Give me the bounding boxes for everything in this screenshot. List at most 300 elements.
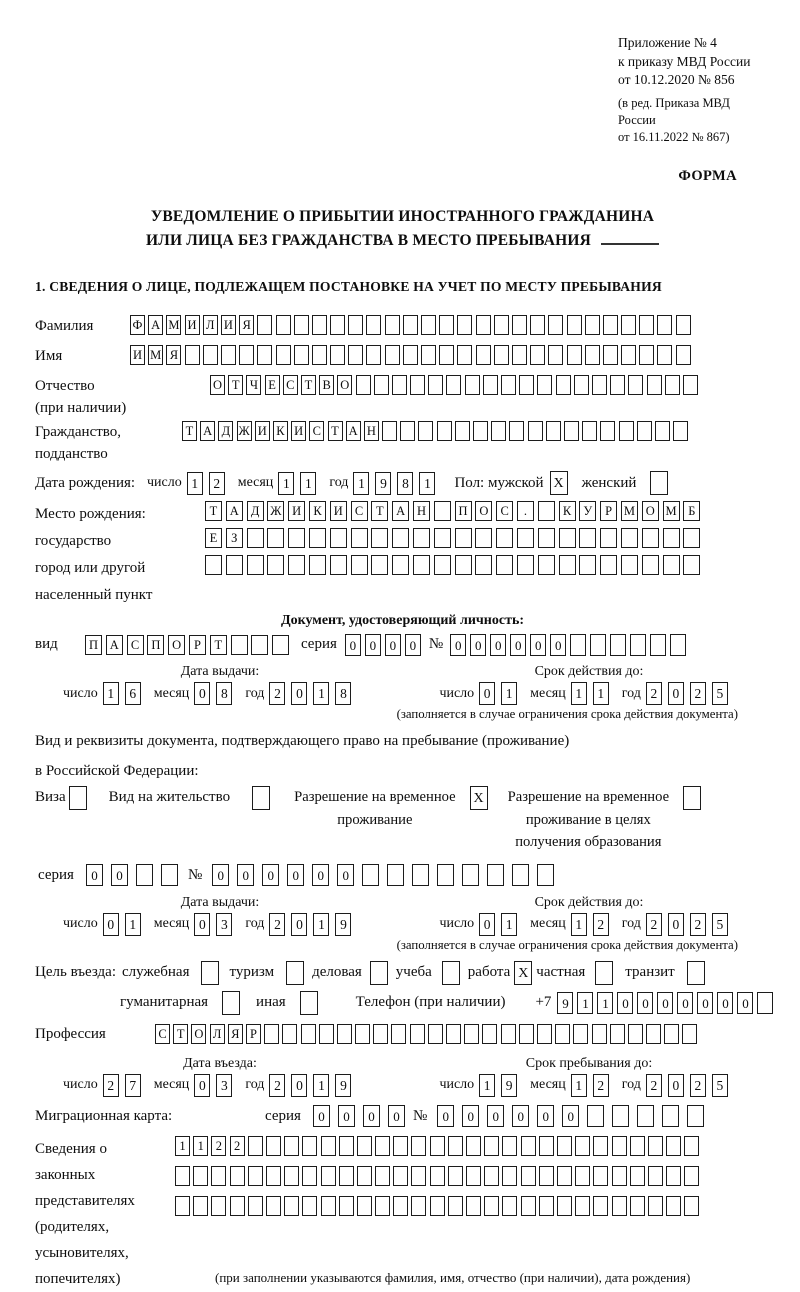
temp-residence-edu-option bbox=[508, 786, 701, 854]
temp-residence-edu-checkbox bbox=[683, 786, 701, 810]
char-cell: 1 bbox=[125, 913, 141, 936]
char-cell bbox=[600, 421, 615, 441]
char-cell: 1 bbox=[313, 682, 329, 705]
char-cell bbox=[603, 345, 618, 365]
char-cell bbox=[484, 1166, 499, 1186]
char-cell bbox=[371, 555, 388, 575]
visa-checkbox-grid bbox=[69, 786, 87, 810]
char-cell: 0 bbox=[345, 634, 361, 656]
char-cell: Ж bbox=[237, 421, 252, 441]
char-cell bbox=[619, 421, 634, 441]
purpose-checkbox-grid bbox=[300, 991, 318, 1015]
char-cell bbox=[521, 1166, 536, 1186]
char-cell bbox=[630, 1196, 645, 1216]
month-label: месяц bbox=[530, 916, 566, 932]
valid-until-header: Срок действия до: bbox=[534, 664, 644, 680]
char-cell: 0 bbox=[237, 864, 254, 886]
month-label: месяц bbox=[153, 685, 190, 701]
char-cell bbox=[385, 315, 400, 335]
char-cell bbox=[484, 1196, 499, 1216]
residence-permit-checkbox bbox=[252, 786, 270, 810]
char-cell bbox=[519, 375, 534, 395]
char-cell bbox=[251, 635, 268, 655]
char-cell bbox=[512, 864, 529, 886]
char-cell: 2 bbox=[690, 682, 706, 705]
char-cell bbox=[465, 375, 480, 395]
char-cell bbox=[434, 501, 451, 521]
year-label: год bbox=[245, 685, 265, 701]
char-cell bbox=[410, 1024, 425, 1044]
char-cell: Л bbox=[203, 315, 218, 335]
char-cell bbox=[288, 555, 305, 575]
char-cell bbox=[356, 375, 371, 395]
char-cell bbox=[521, 1136, 536, 1156]
char-cell: 8 bbox=[216, 682, 232, 705]
char-cell: А bbox=[392, 501, 409, 521]
char-cell bbox=[284, 1166, 299, 1186]
char-cell: 1 bbox=[187, 472, 203, 495]
char-cell: И bbox=[291, 421, 306, 441]
citizenship-sublabel: подданство bbox=[35, 446, 108, 463]
identity-issued-day bbox=[103, 682, 147, 705]
char-cell bbox=[494, 345, 509, 365]
char-cell bbox=[557, 1196, 572, 1216]
char-cell: 1 bbox=[501, 913, 517, 936]
char-cell bbox=[496, 555, 513, 575]
char-cell bbox=[682, 1024, 697, 1044]
char-cell: Я bbox=[239, 315, 254, 335]
representatives-cells-row1 bbox=[175, 1136, 702, 1156]
residence-doc-line2: в Российской Федерации: bbox=[35, 763, 199, 780]
char-cell bbox=[362, 864, 379, 886]
char-cell bbox=[684, 1136, 699, 1156]
char-cell: 0 bbox=[677, 992, 693, 1014]
day-label: число bbox=[147, 475, 182, 491]
char-cell: 2 bbox=[211, 1136, 226, 1156]
char-cell bbox=[487, 864, 504, 886]
female-checkbox bbox=[650, 471, 668, 495]
annex-line: от 16.11.2022 № 867) bbox=[618, 129, 730, 144]
char-cell bbox=[321, 1166, 336, 1186]
char-cell bbox=[538, 528, 555, 548]
char-cell bbox=[294, 315, 309, 335]
char-cell bbox=[530, 345, 545, 365]
char-cell bbox=[319, 1024, 334, 1044]
char-cell bbox=[642, 555, 659, 575]
char-cell bbox=[448, 1136, 463, 1156]
valid-until-header: Срок действия до: bbox=[534, 894, 644, 910]
purpose-opt-label: учеба bbox=[395, 964, 432, 981]
char-cell: 1 bbox=[571, 913, 587, 936]
char-cell bbox=[387, 864, 404, 886]
day-label: число bbox=[439, 916, 475, 932]
char-cell bbox=[309, 555, 326, 575]
char-cell bbox=[628, 375, 643, 395]
char-cell: 0 bbox=[562, 1105, 579, 1127]
char-cell: 2 bbox=[646, 682, 662, 705]
stay-until-header: Срок пребывания до: bbox=[525, 1055, 653, 1071]
annex-line: к приказу МВД России bbox=[618, 53, 751, 69]
char-cell: 0 bbox=[530, 634, 546, 656]
patronymic-label-block bbox=[35, 375, 210, 419]
char-cell bbox=[302, 1166, 317, 1186]
char-cell: П bbox=[147, 635, 164, 655]
char-cell bbox=[231, 635, 248, 655]
char-cell bbox=[496, 528, 513, 548]
char-cell bbox=[373, 1024, 388, 1044]
char-cell: Н bbox=[413, 501, 430, 521]
stay-month bbox=[571, 1074, 615, 1097]
char-cell: 0 bbox=[668, 913, 684, 936]
char-cell: 9 bbox=[335, 1074, 351, 1097]
char-cell bbox=[528, 421, 543, 441]
char-cell bbox=[455, 421, 470, 441]
char-cell: 0 bbox=[479, 913, 495, 936]
char-cell: К bbox=[309, 501, 326, 521]
char-cell bbox=[357, 1136, 372, 1156]
char-cell bbox=[683, 528, 700, 548]
char-cell: 2 bbox=[690, 913, 706, 936]
representatives-row bbox=[35, 1136, 770, 1292]
phone-prefix: +7 bbox=[535, 994, 552, 1011]
char-cell bbox=[483, 375, 498, 395]
day-label: число bbox=[63, 916, 98, 932]
char-cell bbox=[339, 1196, 354, 1216]
permit-dates-headers bbox=[35, 893, 770, 911]
visa-label: Виза bbox=[35, 789, 66, 806]
purpose-label: Цель въезда: bbox=[35, 964, 116, 981]
month-label: месяц bbox=[237, 475, 274, 491]
purpose-checkbox bbox=[286, 961, 304, 985]
day-label: число bbox=[63, 1077, 98, 1093]
char-cell bbox=[630, 1166, 645, 1186]
char-cell: 0 bbox=[510, 634, 526, 656]
profession-cells bbox=[155, 1024, 701, 1044]
visa-option bbox=[35, 786, 87, 810]
char-cell: 2 bbox=[269, 682, 285, 705]
identity-dates-row bbox=[35, 682, 770, 705]
char-cell: 9 bbox=[501, 1074, 517, 1097]
char-cell bbox=[248, 1136, 263, 1156]
identity-doc-row bbox=[35, 633, 770, 656]
char-cell bbox=[630, 634, 646, 656]
char-cell bbox=[610, 1024, 625, 1044]
char-cell bbox=[382, 421, 397, 441]
char-cell bbox=[205, 555, 222, 575]
char-cell bbox=[413, 555, 430, 575]
identity-issued-year bbox=[269, 682, 357, 705]
char-cell bbox=[284, 1196, 299, 1216]
char-cell: 1 bbox=[577, 992, 593, 1014]
temp-residence-checkbox-grid bbox=[470, 786, 488, 810]
char-cell bbox=[555, 1024, 570, 1044]
char-cell bbox=[428, 375, 443, 395]
migration-card-row bbox=[35, 1105, 770, 1128]
char-cell: М bbox=[148, 345, 163, 365]
char-cell bbox=[491, 421, 506, 441]
char-cell bbox=[621, 555, 638, 575]
char-cell bbox=[418, 421, 433, 441]
purpose-checkbox-grid bbox=[222, 991, 240, 1015]
char-cell bbox=[539, 1136, 554, 1156]
migration-num-label: № bbox=[412, 1107, 428, 1124]
char-cell bbox=[663, 555, 680, 575]
char-cell bbox=[587, 1105, 604, 1127]
char-cell: Д bbox=[218, 421, 233, 441]
char-cell: 1 bbox=[103, 682, 119, 705]
char-cell bbox=[430, 1196, 445, 1216]
char-cell bbox=[375, 1136, 390, 1156]
char-cell bbox=[665, 375, 680, 395]
sex-female-label: женский bbox=[581, 474, 637, 491]
char-cell: И bbox=[255, 421, 270, 441]
char-cell bbox=[592, 375, 607, 395]
char-cell bbox=[557, 1166, 572, 1186]
char-cell: О bbox=[642, 501, 659, 521]
char-cell bbox=[257, 315, 272, 335]
year-label: год bbox=[245, 1077, 265, 1093]
purpose-opt-label: служебная bbox=[121, 964, 190, 981]
char-cell bbox=[226, 555, 243, 575]
char-cell: А bbox=[106, 635, 123, 655]
char-cell bbox=[264, 1024, 279, 1044]
char-cell bbox=[330, 555, 347, 575]
char-cell bbox=[567, 315, 582, 335]
char-cell: 0 bbox=[291, 1074, 307, 1097]
char-cell bbox=[570, 634, 586, 656]
purpose-opt-label: частная bbox=[536, 964, 586, 981]
char-cell bbox=[574, 375, 589, 395]
char-cell bbox=[593, 1136, 608, 1156]
char-cell bbox=[403, 315, 418, 335]
day-label: число bbox=[439, 1077, 475, 1093]
year-label: год bbox=[245, 916, 265, 932]
residence-permit-label: Вид на жительство bbox=[108, 789, 231, 806]
purpose-checkbox bbox=[370, 961, 388, 985]
char-cell bbox=[161, 864, 178, 886]
birth-place-grids bbox=[205, 501, 704, 575]
temp-residence-label: Разрешение на временное проживание bbox=[294, 789, 456, 828]
char-cell bbox=[666, 1136, 681, 1156]
char-cell bbox=[603, 315, 618, 335]
temp-residence-edu-checkbox-grid bbox=[683, 786, 701, 810]
permit-valid-group bbox=[439, 913, 740, 936]
day-label: число bbox=[439, 685, 475, 701]
char-cell bbox=[585, 345, 600, 365]
char-cell: 0 bbox=[637, 992, 653, 1014]
char-cell: 0 bbox=[490, 634, 506, 656]
identity-valid-year bbox=[646, 682, 734, 705]
char-cell: Р bbox=[189, 635, 206, 655]
char-cell bbox=[567, 345, 582, 365]
char-cell: 2 bbox=[209, 472, 225, 495]
birth-place-cells-row1 bbox=[205, 501, 704, 521]
citizenship-label: Гражданство, bbox=[35, 424, 122, 441]
char-cell bbox=[639, 315, 654, 335]
purpose-checkbox bbox=[687, 961, 705, 985]
char-cell bbox=[393, 1136, 408, 1156]
char-cell bbox=[267, 555, 284, 575]
entry-date-header: Дата въезда: bbox=[183, 1055, 257, 1071]
char-cell bbox=[455, 555, 472, 575]
residence-permit-option bbox=[109, 786, 270, 810]
char-cell: 0 bbox=[291, 913, 307, 936]
char-cell: 2 bbox=[593, 913, 609, 936]
restriction-note: (заполняется в случае ограничения срока действия документа) bbox=[396, 707, 738, 722]
day-label: число bbox=[63, 685, 98, 701]
identity-valid-group bbox=[439, 682, 740, 705]
char-cell: Б bbox=[683, 501, 700, 521]
char-cell bbox=[683, 555, 700, 575]
char-cell bbox=[639, 345, 654, 365]
char-cell bbox=[392, 555, 409, 575]
surname-label: Фамилия bbox=[35, 318, 94, 335]
char-cell: 0 bbox=[212, 864, 229, 886]
entry-dates-row bbox=[35, 1074, 770, 1097]
char-cell: М bbox=[663, 501, 680, 521]
char-cell bbox=[266, 1196, 281, 1216]
permit-valid-year bbox=[646, 913, 734, 936]
purpose-opt-label: гуманитарная bbox=[120, 994, 209, 1011]
char-cell: Т bbox=[205, 501, 222, 521]
char-cell bbox=[650, 634, 666, 656]
purpose-checkbox-grid bbox=[201, 961, 219, 985]
char-cell: 2 bbox=[646, 1074, 662, 1097]
purpose-opt-label: транзит bbox=[625, 964, 675, 981]
restriction-note: (заполняется в случае ограничения срока действия документа) bbox=[396, 937, 738, 952]
char-cell: 0 bbox=[194, 913, 210, 936]
char-cell bbox=[430, 1166, 445, 1186]
char-cell bbox=[193, 1196, 208, 1216]
char-cell bbox=[612, 1105, 629, 1127]
temp-residence-option bbox=[294, 786, 487, 831]
char-cell bbox=[321, 1196, 336, 1216]
patronymic-sublabel: (при наличии) bbox=[35, 400, 127, 417]
char-cell: 2 bbox=[646, 913, 662, 936]
char-cell bbox=[593, 1166, 608, 1186]
char-cell bbox=[592, 1024, 607, 1044]
char-cell bbox=[366, 345, 381, 365]
char-cell bbox=[276, 345, 291, 365]
char-cell bbox=[548, 315, 563, 335]
char-cell bbox=[512, 345, 527, 365]
char-cell bbox=[664, 1024, 679, 1044]
temp-residence-checkbox: X bbox=[470, 786, 488, 810]
char-cell bbox=[393, 1166, 408, 1186]
char-cell: 0 bbox=[437, 1105, 454, 1127]
char-cell bbox=[556, 375, 571, 395]
permit-issued-day bbox=[103, 913, 147, 936]
year-label: год bbox=[621, 685, 641, 701]
char-cell bbox=[600, 528, 617, 548]
char-cell bbox=[266, 1166, 281, 1186]
char-cell bbox=[538, 501, 555, 521]
char-cell bbox=[330, 315, 345, 335]
char-cell bbox=[276, 315, 291, 335]
char-cell bbox=[512, 315, 527, 335]
citizenship-label-block bbox=[35, 421, 182, 465]
char-cell bbox=[621, 528, 638, 548]
char-cell bbox=[501, 1024, 516, 1044]
char-cell: 7 bbox=[125, 1074, 141, 1097]
annex-line: от 10.12.2020 № 856 bbox=[618, 72, 735, 88]
entry-day bbox=[103, 1074, 147, 1097]
char-cell bbox=[330, 528, 347, 548]
char-cell bbox=[351, 555, 368, 575]
char-cell bbox=[375, 1166, 390, 1186]
char-cell bbox=[428, 1024, 443, 1044]
char-cell bbox=[637, 1105, 654, 1127]
char-cell bbox=[657, 315, 672, 335]
char-cell bbox=[519, 1024, 534, 1044]
char-cell bbox=[600, 555, 617, 575]
char-cell bbox=[655, 421, 670, 441]
char-cell bbox=[312, 315, 327, 335]
char-cell bbox=[357, 1196, 372, 1216]
birth-date-group bbox=[147, 472, 448, 495]
char-cell bbox=[462, 864, 479, 886]
char-cell bbox=[494, 315, 509, 335]
char-cell: Т bbox=[210, 635, 227, 655]
char-cell bbox=[437, 421, 452, 441]
char-cell: 1 bbox=[593, 682, 609, 705]
purpose-checkbox-grid bbox=[514, 961, 532, 985]
char-cell: И bbox=[221, 315, 236, 335]
char-cell bbox=[247, 555, 264, 575]
residence-options-row bbox=[35, 786, 770, 854]
char-cell bbox=[612, 1136, 627, 1156]
char-cell bbox=[421, 315, 436, 335]
char-cell bbox=[546, 421, 561, 441]
char-cell: 0 bbox=[86, 864, 103, 886]
char-cell bbox=[266, 1136, 281, 1156]
char-cell bbox=[211, 1166, 226, 1186]
migration-card-label: Миграционная карта: bbox=[35, 1107, 173, 1124]
birth-place-city-label1: город или другой bbox=[35, 560, 146, 577]
birth-place-cells-row2 bbox=[205, 528, 704, 548]
char-cell: К bbox=[273, 421, 288, 441]
char-cell bbox=[612, 1196, 627, 1216]
char-cell: В bbox=[319, 375, 334, 395]
char-cell bbox=[473, 421, 488, 441]
char-cell bbox=[288, 528, 305, 548]
char-cell: 0 bbox=[537, 1105, 554, 1127]
char-cell bbox=[676, 315, 691, 335]
char-cell: О bbox=[475, 501, 492, 521]
char-cell: 0 bbox=[194, 1074, 210, 1097]
char-cell bbox=[248, 1196, 263, 1216]
char-cell: О bbox=[191, 1024, 206, 1044]
char-cell bbox=[411, 1196, 426, 1216]
permit-serial-row bbox=[35, 864, 770, 887]
surname-cells bbox=[130, 315, 694, 335]
char-cell bbox=[610, 375, 625, 395]
char-cell: Д bbox=[247, 501, 264, 521]
char-cell bbox=[412, 864, 429, 886]
year-label: год bbox=[329, 475, 349, 491]
char-cell: 2 bbox=[103, 1074, 119, 1097]
purpose-checkbox bbox=[300, 991, 318, 1015]
purpose-checkbox bbox=[201, 961, 219, 985]
char-cell bbox=[475, 528, 492, 548]
doc-num-cells bbox=[450, 634, 690, 656]
char-cell bbox=[475, 555, 492, 575]
purpose-opt-label: иная bbox=[256, 994, 286, 1011]
char-cell: 0 bbox=[111, 864, 128, 886]
char-cell: А bbox=[148, 315, 163, 335]
annex-line: (в ред. Приказа МВД России bbox=[618, 95, 730, 127]
char-cell bbox=[666, 1196, 681, 1216]
